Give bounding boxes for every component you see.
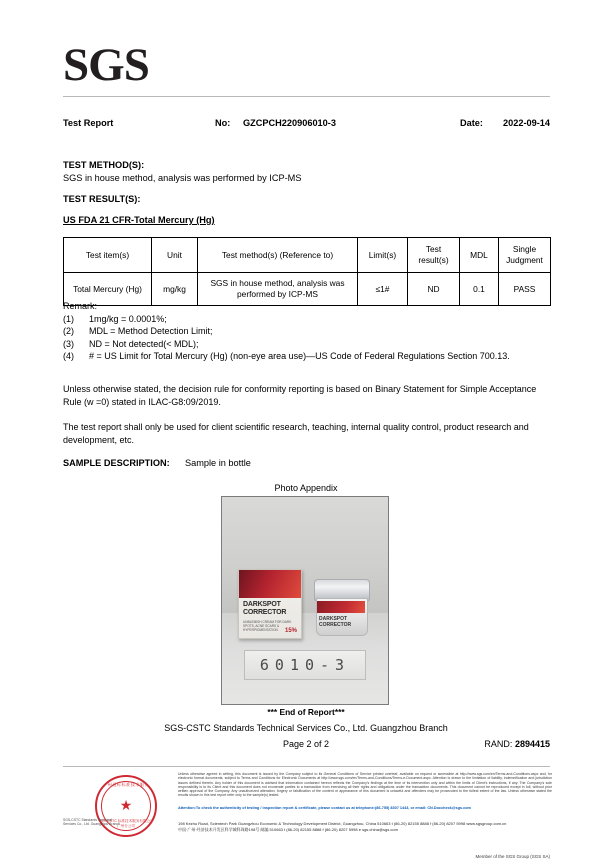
photo-appendix-title: Photo Appendix bbox=[274, 483, 338, 493]
branch-name: SGS-CSTC Standards Technical Services Co., Ltd. Guangzhou Branch bbox=[164, 723, 448, 733]
results-table bbox=[63, 237, 551, 306]
remark-text: ND = Not detected(< MDL); bbox=[89, 338, 199, 349]
report-date-value: 2022-09-14 bbox=[503, 118, 550, 128]
cell-limit: ≤1# bbox=[358, 273, 408, 306]
rand-label: RAND: bbox=[484, 739, 513, 749]
remark-label: Remark: bbox=[63, 301, 98, 311]
remark-item bbox=[63, 338, 553, 351]
photo-appendix-image bbox=[221, 496, 389, 705]
jar-line1: DARKSPOT bbox=[319, 616, 348, 622]
rand-field bbox=[484, 739, 550, 749]
sample-id-plate: 6010-3 bbox=[244, 650, 366, 680]
sample-description-value: Sample in bottle bbox=[185, 458, 251, 468]
page-number: Page 2 of 2 bbox=[282, 739, 330, 749]
rand-value: 2894415 bbox=[514, 739, 550, 749]
report-label: Test Report bbox=[63, 118, 114, 128]
col-test-item: Test item(s) bbox=[64, 238, 152, 273]
col-test-result: Test result(s) bbox=[408, 238, 460, 273]
remark-item bbox=[63, 350, 553, 363]
product-box bbox=[238, 569, 302, 639]
col-limit: Limit(s) bbox=[358, 238, 408, 273]
company-stamp bbox=[95, 775, 157, 837]
product-box-line2: CORRECTOR bbox=[243, 609, 287, 616]
footer-legal-text: Unless otherwise agreed in writing, this document is issued by the Company subject to its General Conditions of Service printed overleaf, available on request or accessible at http://www.sgs.com/en/Terms-and-Conditions.aspx and, for electronic format documents, subject to Terms and Conditions for Electronic Documents at http://www.sgs.com/en/Terms-and-Conditions/Terms-e-Document.aspx. Attention is drawn to the limitation of liability, indemnification and jurisdiction issues defined therein. Any holder of this document is advised that information contained hereon reflects the Company's findings at the time of its intervention only and within the limits of Client's instructions, if any. The Company's sole responsibility is to its Client and this document does not exonerate parties to a transaction from exercising all their rights and obligations under the transaction documents. This document cannot be reproduced except in full, without prior written approval of the Company. Any unauthorized alteration, forgery or falsification of the content or appearance of this document is unlawful and offenders may be prosecuted to the fullest extent of the law. Unless otherwise stated the results shown in this test report refer only to the sample(s) tested. bbox=[178, 772, 552, 798]
end-of-report: *** End of Report*** bbox=[267, 707, 345, 717]
stamp-arc-bottom: SGS-CSTC 标准技术服务有限公司广州分公司 bbox=[98, 819, 154, 828]
report-date-label: Date: bbox=[460, 118, 483, 128]
standard-heading: US FDA 21 CFR-Total Mercury (Hg) bbox=[63, 215, 215, 225]
product-box-percent: 15% bbox=[284, 628, 297, 634]
remark-text: 1mg/kg = 0.0001%; bbox=[89, 313, 167, 324]
jar-line2: CORRECTOR bbox=[319, 622, 352, 628]
product-jar bbox=[314, 579, 368, 635]
product-box-swoosh bbox=[239, 570, 301, 598]
footer-attention-text: Attention:To check the authenticity of testing / inspection report & certificate, please contact us at telephone:(86-755) 8307 1443, or email: CN.Doccheck@sgs.com bbox=[178, 806, 471, 810]
footer-divider bbox=[63, 766, 550, 767]
header-divider bbox=[63, 96, 550, 97]
cell-test-method: SGS in house method, analysis was performed by ICP-MS bbox=[198, 273, 358, 306]
star-icon: ★ bbox=[119, 796, 133, 813]
report-no-value: GZCPCH220906010-3 bbox=[243, 118, 336, 128]
footer-member-text: Member of the SGS Group (SGS SA) bbox=[475, 854, 550, 859]
footer-left-note: SGS-CSTC Standards Technical Services Co., Ltd. Guangzhou Branch bbox=[63, 818, 120, 827]
col-mdl: MDL bbox=[460, 238, 499, 273]
test-result-heading: TEST RESULT(S): bbox=[63, 194, 141, 204]
col-single-judgment: Single Judgment bbox=[499, 238, 551, 273]
remark-number: (4) bbox=[63, 351, 74, 362]
sample-description-label: SAMPLE DESCRIPTION: bbox=[63, 458, 170, 468]
cell-test-item: Total Mercury (Hg) bbox=[64, 273, 152, 306]
remark-number: (1) bbox=[63, 313, 74, 324]
cell-unit: mg/kg bbox=[152, 273, 198, 306]
decision-rule-paragraph: Unless otherwise stated, the decision rule for conformity reporting is based on Binary Statement for Simple Acceptance Rule (w =0) stated in ILAC-G8:09/2019. bbox=[63, 384, 537, 407]
test-method-body: SGS in house method, analysis was performed by ICP-MS bbox=[63, 173, 302, 183]
sgs-logo bbox=[63, 40, 149, 90]
remark-text: MDL = Method Detection Limit; bbox=[89, 326, 213, 337]
remark-item bbox=[63, 313, 553, 326]
sgs-logo-text: SGS bbox=[63, 39, 149, 91]
col-unit: Unit bbox=[152, 238, 198, 273]
cell-mdl: 0.1 bbox=[460, 273, 499, 306]
footer-address-en: 198 Kezhu Road, Scientech Park Guangzhou Economic & Technology Development District, Guangzhou, China 510663 t (86-20) 82155 8888 f (86-20) 8207 5998 www.sgsgroup.com.cn bbox=[178, 821, 507, 826]
remark-item bbox=[63, 325, 553, 338]
test-method-heading: TEST METHOD(S): bbox=[63, 160, 145, 170]
remark-number: (3) bbox=[63, 338, 74, 349]
cell-single-judgment: PASS bbox=[499, 273, 551, 306]
cell-test-result: ND bbox=[408, 273, 460, 306]
jar-label-band bbox=[317, 601, 365, 613]
footer-address bbox=[178, 821, 552, 833]
stamp-arc-top: 广州通标标准技术服务 bbox=[103, 782, 149, 787]
product-box-line1: DARKSPOT bbox=[243, 601, 281, 608]
usage-paragraph: The test report shall only be used for client scientific research, teaching, internal quality control, product research and development, etc. bbox=[63, 422, 529, 445]
footer-address-cn: 中国·广州·经济技术开发区科学城科珠路198号 邮编 510663 t (86-20) 82155 8888 f (86-20) 8207 5998 e sgs.china@sgs.com bbox=[178, 827, 398, 832]
remark-block bbox=[63, 300, 553, 363]
col-test-method: Test method(s) (Reference to) bbox=[198, 238, 358, 273]
product-box-subtext: UNBLEMISH CREAM FOR DARK SPOTS, ACNE SCARS & HYPERPIGMENTATION bbox=[243, 620, 292, 632]
table-header-row bbox=[64, 238, 551, 273]
remark-text: # = US Limit for Total Mercury (Hg) (non-eye area use)—US Code of Federal Regulations Section 700.13. bbox=[89, 351, 510, 362]
remark-number: (2) bbox=[63, 326, 74, 337]
report-no-label: No: bbox=[215, 118, 231, 128]
